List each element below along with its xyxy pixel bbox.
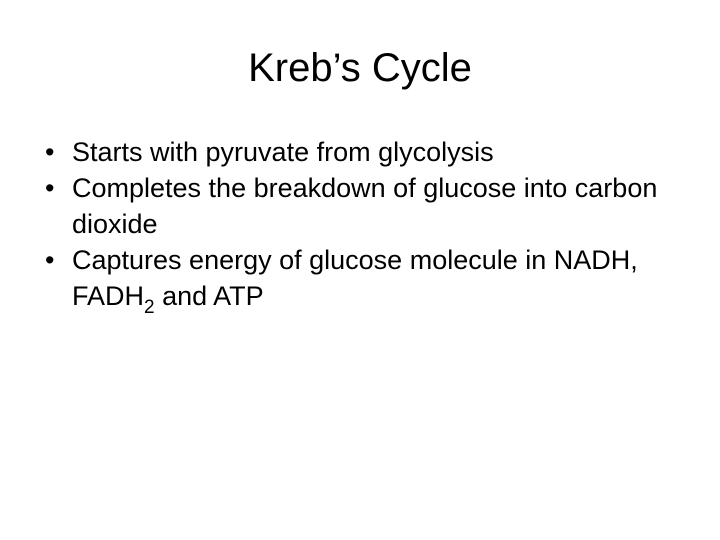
bullet-marker: • [45,137,55,167]
bullet-marker: • [45,173,55,203]
bullet-list [45,134,685,318]
subscript: 2 [144,297,155,318]
bullet-item [45,134,685,170]
bullet-text-start: Captures energy of glucose molecule in NADH, FADH [72,245,638,311]
bullet-item [45,170,685,242]
slide-title: Kreb’s Cycle [248,46,472,90]
bullet-text: Completes the breakdown of glucose into carbon dioxide [72,173,658,239]
bullet-text: Starts with pyruvate from glycolysis [72,137,494,167]
bullet-item [45,242,685,318]
bullet-text-end: and ATP [154,281,264,311]
bullet-marker: • [45,245,55,275]
